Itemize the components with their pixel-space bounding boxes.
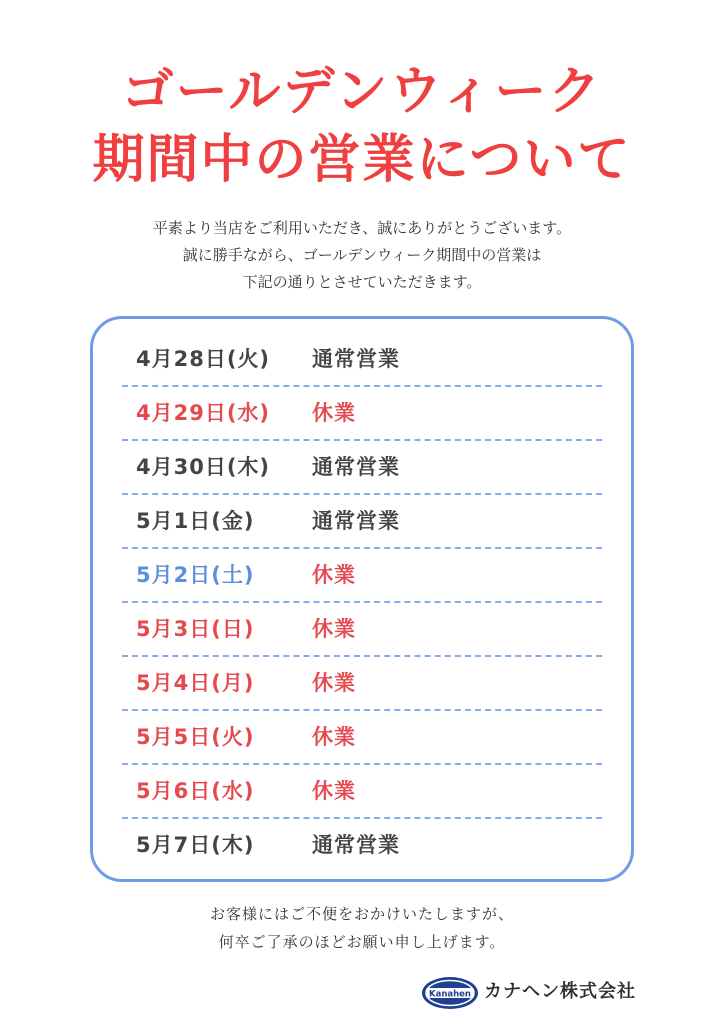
schedule-status: 通常営業 — [312, 455, 400, 479]
schedule-status: 休業 — [312, 671, 356, 695]
schedule-divider — [122, 763, 602, 765]
schedule-status: 休業 — [312, 779, 356, 803]
schedule-date: 4月29日(水) — [136, 401, 271, 425]
schedule-date: 5月7日(木) — [136, 833, 255, 857]
schedule-divider — [122, 655, 602, 657]
page-title-line-1: ゴールデンウィーク — [121, 62, 603, 122]
schedule-status: 休業 — [312, 617, 356, 641]
schedule-row — [136, 398, 606, 428]
schedule-date: 5月2日(土) — [136, 563, 255, 587]
schedule-row — [136, 560, 606, 590]
schedule-row — [136, 776, 606, 806]
schedule-status: 休業 — [312, 725, 356, 749]
schedule-divider — [122, 493, 602, 495]
intro-text-line-2: 誠に勝手ながら、ゴールデンウィーク期間中の営業は — [182, 246, 542, 264]
schedule-row — [136, 830, 606, 860]
schedule-status: 休業 — [312, 563, 356, 587]
intro-text-line-1: 平素より当店をご利用いただき、誠にありがとうございます。 — [152, 219, 572, 237]
schedule-date: 4月30日(木) — [136, 455, 271, 479]
schedule-row — [136, 452, 606, 482]
schedule-status: 通常営業 — [312, 509, 400, 533]
schedule-row — [136, 668, 606, 698]
schedule-divider — [122, 817, 602, 819]
logo-wordmark: Kanahen — [429, 989, 471, 1000]
schedule-date: 5月1日(金) — [136, 509, 255, 533]
schedule-date: 5月4日(月) — [136, 671, 255, 695]
schedule-date: 5月5日(火) — [136, 725, 255, 749]
schedule-divider — [122, 709, 602, 711]
schedule-divider — [122, 439, 602, 441]
schedule-row — [136, 614, 606, 644]
schedule-status: 休業 — [312, 401, 356, 425]
page-title-line-2: 期間中の営業について — [92, 130, 632, 190]
schedule-row — [136, 344, 606, 374]
schedule-date: 5月6日(水) — [136, 779, 255, 803]
schedule-date: 4月28日(火) — [136, 347, 271, 371]
company-name: カナヘン株式会社 — [484, 981, 636, 1002]
schedule-divider — [122, 385, 602, 387]
schedule-divider — [122, 547, 602, 549]
closing-text-line-1: お客様にはご不便をおかけいたしますが、 — [209, 905, 514, 923]
schedule-row — [136, 506, 606, 536]
intro-text-line-3: 下記の通りとさせていただきます。 — [242, 273, 482, 291]
schedule-divider — [122, 601, 602, 603]
closing-text-line-2: 何卒ご了承のほどお願い申し上げます。 — [218, 933, 506, 951]
schedule-status: 通常営業 — [312, 347, 400, 371]
company-logo-icon — [421, 976, 479, 1010]
schedule-date: 5月3日(日) — [136, 617, 255, 641]
schedule-row — [136, 722, 606, 752]
schedule-status: 通常営業 — [312, 833, 400, 857]
